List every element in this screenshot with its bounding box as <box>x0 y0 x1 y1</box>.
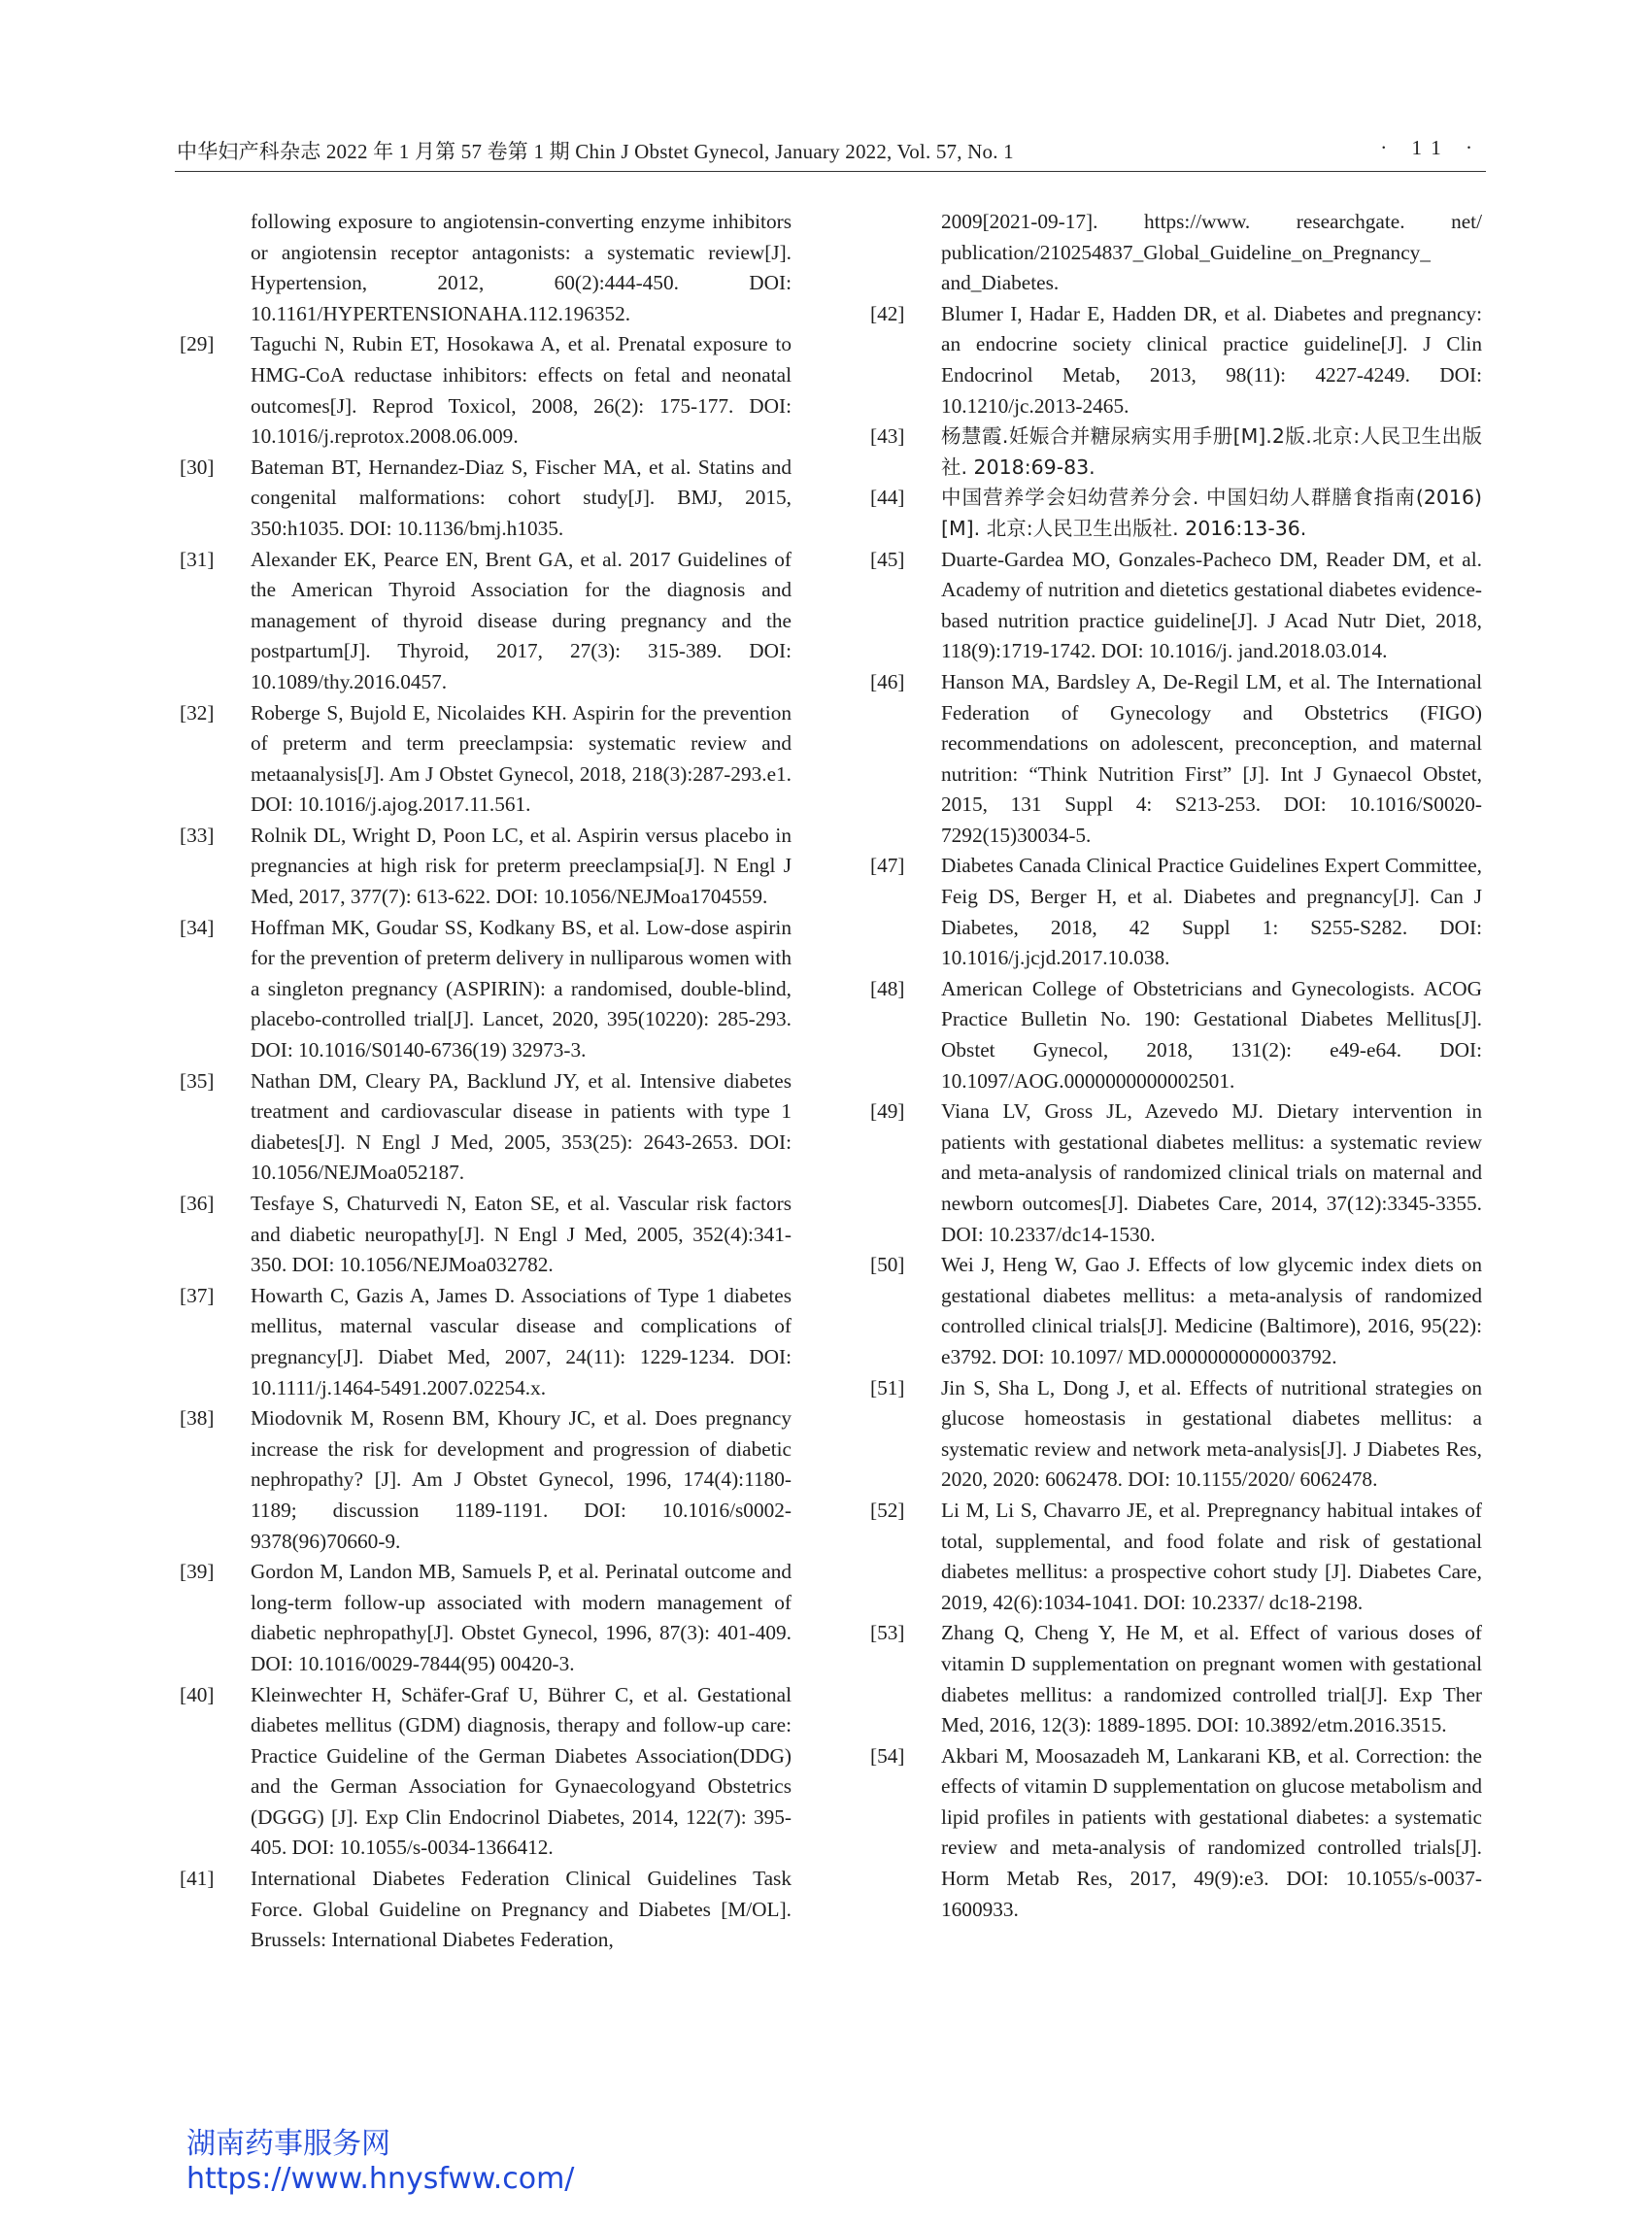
reference-item <box>870 1096 1482 1250</box>
reference-item <box>870 1250 1482 1372</box>
reference-text: Wei J, Heng W, Gao J. Effects of low glycemic index diets on gestational diabetes mellitus: a meta-analysis of randomized controlled clinical trials[J]. Medicine (Baltimore), 2016, 95(22): e3792. DOI: 10.1097/ MD.0000000000003792. <box>941 1253 1482 1368</box>
reference-item <box>180 821 792 913</box>
reference-item <box>180 698 792 821</box>
reference-item <box>180 545 792 698</box>
reference-text: Tesfaye S, Chaturvedi N, Eaton SE, et al. Vascular risk factors and diabetic neuropathy[J]. N Engl J Med, 2005, 352(4):341-350. DOI: 10.1056/NEJMoa032782. <box>251 1192 792 1277</box>
reference-number: [38] <box>180 1406 215 1431</box>
journal-running-head: 中华妇产科杂志 2022 年 1 月第 57 卷第 1 期 Chin J Obstet Gynecol, January 2022, Vol. 57, No. 1 <box>177 140 1014 163</box>
running-header <box>175 132 1486 172</box>
reference-item <box>180 1403 792 1557</box>
reference-text: Diabetes Canada Clinical Practice Guidelines Expert Committee, Feig DS, Berger H, et al. Diabetes and pregnancy[J]. Can J Diabetes, 2018, 42 Suppl 1: S255-S282. DOI: 10.1016/j.jcjd.2017.10.038. <box>941 854 1482 970</box>
reference-number: [36] <box>180 1192 215 1215</box>
reference-number: [44] <box>870 486 905 510</box>
reference-number: [47] <box>870 854 905 878</box>
reference-number: [42] <box>870 301 905 325</box>
reference-item <box>870 1741 1482 1926</box>
watermark-url[interactable]: https://www.hnysfww.com/ <box>186 2162 575 2196</box>
reference-text: Gordon M, Landon MB, Samuels P, et al. Perinatal outcome and long-term follow-up associated with modern management of diabetic nephropathy[J]. Obstet Gynecol, 1996, 87(3): 401-409. DOI: 10.1016/0029-7844(95) 00420-3. <box>251 1560 792 1675</box>
reference-item <box>180 1680 792 1865</box>
reference-number: [37] <box>180 1283 215 1307</box>
reference-number: [32] <box>180 700 215 725</box>
reference-text: American College of Obstetricians and Gynecologists. ACOG Practice Bulletin No. 190: Gestational Diabetes Mellitus[J]. Obstet Gynecol, 2018, 131(2): e49-e64. DOI: 10.1097/AOG.0000000000002501. <box>941 976 1482 1093</box>
reference-text: Duarte-Gardea MO, Gonzales-Pacheco DM, Reader DM, et al. Academy of nutrition and dietetics gestational diabetes evidence-based nutrition practice guideline[J]. J Acad Nutr Diet, 2018, 118(9):1719-1742. DOI: 10.1016/j. jand.2018.03.014. <box>941 547 1482 663</box>
reference-number: [48] <box>870 976 905 1000</box>
reference-continuation: following exposure to angiotensin-converting enzyme inhibitors or angiotensin receptor antagonists: a systematic review[J]. Hypertension, 2012, 60(2):444-450. DOI: 10.1161/HYPERTENSIONAHA.112.196352. <box>251 210 792 325</box>
reference-number: [53] <box>870 1621 905 1645</box>
reference-number: [30] <box>180 455 215 479</box>
reference-item <box>870 483 1482 544</box>
reference-number: [43] <box>870 424 905 449</box>
reference-item <box>180 329 792 452</box>
reference-item <box>180 1864 792 1956</box>
reference-number: [45] <box>870 547 905 571</box>
reference-text: Miodovnik M, Rosenn BM, Khoury JC, et al. Does pregnancy increase the risk for development and progression of diabetic nephropathy? [J]. Am J Obstet Gynecol, 1996, 174(4):1180-1189; discussion 1189-1191. DOI: 10.1016/s0002-9378(96)70660-9. <box>251 1406 792 1553</box>
reference-number: [29] <box>180 332 215 356</box>
reference-number: [46] <box>870 669 905 693</box>
reference-text: Taguchi N, Rubin ET, Hosokawa A, et al. Prenatal exposure to HMG-CoA reductase inhibitors: effects on fetal and neonatal outcomes[J]. Reprod Toxicol, 2008, 26(2): 175-177. DOI: 10.1016/j.reprotox.2008.06.009. <box>251 332 792 449</box>
reference-text: Hoffman MK, Goudar SS, Kodkany BS, et al. Low-dose aspirin for the prevention of preterm delivery in nulliparous women with a singleton pregnancy (ASPIRIN): a randomised, double-blind, placebo-controlled trial[J]. Lancet, 2020, 395(10220): 285-293. DOI: 10.1016/S0140-6736(19) 32973-3. <box>251 915 792 1062</box>
reference-text: Alexander EK, Pearce EN, Brent GA, et al. 2017 Guidelines of the American Thyroid Association for the diagnosis and management of thyroid disease during pregnancy and the postpartum[J]. Thyroid, 2017, 27(3): 315-389. DOI: 10.1089/thy.2016.0457. <box>251 547 792 693</box>
reference-item <box>870 545 1482 667</box>
reference-item <box>870 974 1482 1096</box>
reference-item <box>870 1373 1482 1496</box>
reference-item <box>870 1618 1482 1740</box>
reference-text: Bateman BT, Hernandez-Diaz S, Fischer MA, et al. Statins and congenital malformations: cohort study[J]. BMJ, 2015, 350:h1035. DOI: 10.1136/bmj.h1035. <box>251 455 792 540</box>
reference-number: [40] <box>180 1682 215 1706</box>
reference-text: Jin S, Sha L, Dong J, et al. Effects of nutritional strategies on glucose homeostasis in gestational diabetes mellitus: a systematic review and network meta-analysis[J]. J Diabetes Res, 2020, 2020: 6062478. DOI: 10.1155/2020/ 6062478. <box>941 1375 1482 1492</box>
watermark <box>186 2127 574 2197</box>
reference-item <box>180 1281 792 1403</box>
page-number: · 11 · <box>1380 136 1482 159</box>
reference-item <box>180 1189 792 1281</box>
reference-number: [52] <box>870 1498 905 1522</box>
reference-text: Viana LV, Gross JL, Azevedo MJ. Dietary intervention in patients with gestational diabetes mellitus: a systematic review and meta-analysis of randomized clinical trials on maternal and newborn outcomes[J]. Diabetes Care, 2014, 37(12):3345-3355. DOI: 10.2337/dc14-1530. <box>941 1099 1482 1246</box>
reference-item <box>180 913 792 1066</box>
reference-list-left <box>180 329 792 1955</box>
reference-item <box>180 453 792 545</box>
watermark-site-name: 湖南药事服务网 <box>186 2127 390 2161</box>
reference-list-right <box>870 299 1482 1925</box>
reference-text: Zhang Q, Cheng Y, He M, et al. Effect of various doses of vitamin D supplementation on pregnant women with gestational diabetes mellitus: a randomized controlled trial[J]. Exp Ther Med, 2016, 12(3): 1889-1895. DOI: 10.3892/etm.2016.3515. <box>941 1621 1482 1737</box>
reference-number: [35] <box>180 1068 215 1093</box>
reference-column-right <box>870 207 1482 1925</box>
reference-text: Hanson MA, Bardsley A, De-Regil LM, et al. The International Federation of Gynecology and Obstetrics (FIGO) recommendations on adolescent, preconception, and maternal nutrition: “Think Nutrition First” [J]. Int J Gynaecol Obstet, 2015, 131 Suppl 4: S213-253. DOI: 10.1016/S0020-7292(15)30034-5. <box>941 669 1482 847</box>
reference-number: [34] <box>180 915 215 939</box>
reference-number: [54] <box>870 1743 905 1768</box>
reference-text: Rolnik DL, Wright D, Poon LC, et al. Aspirin versus placebo in pregnancies at high risk for preterm preeclampsia[J]. N Engl J Med, 2017, 377(7): 613-622. DOI: 10.1056/NEJMoa1704559. <box>251 823 792 909</box>
reference-item <box>180 1066 792 1189</box>
reference-continuation: 2009[2021-09-17]. https://www. researchgate. net/ publication/210254837_Global_Guideline_on_Pregnancy_ and_Diabetes. <box>941 210 1482 295</box>
reference-number: [39] <box>180 1560 215 1584</box>
reference-item <box>870 667 1482 852</box>
reference-column-left <box>180 207 792 1956</box>
reference-number: [49] <box>870 1099 905 1124</box>
reference-text: Akbari M, Moosazadeh M, Lankarani KB, et al. Correction: the effects of vitamin D supplementation on glucose metabolism and lipid profiles in patients with gestational diabetes: a systematic review and meta-analysis of randomized controlled trials[J]. Horm Metab Res, 2017, 49(9):e3. DOI: 10.1055/s-0037-1600933. <box>941 1743 1482 1921</box>
reference-number: [33] <box>180 823 215 847</box>
reference-text: 杨慧霞.妊娠合并糖尿病实用手册[M].2版.北京:人民卫生出版社. 2018:69-83. <box>941 424 1482 479</box>
reference-number: [50] <box>870 1253 905 1277</box>
reference-text: Li M, Li S, Chavarro JE, et al. Prepregnancy habitual intakes of total, supplemental, and food folate and risk of gestational diabetes mellitus: a prospective cohort study [J]. Diabetes Care, 2019, 42(6):1034-1041. DOI: 10.2337/ dc18-2198. <box>941 1498 1482 1614</box>
reference-number: [41] <box>180 1867 215 1891</box>
reference-number: [31] <box>180 547 215 571</box>
reference-text: International Diabetes Federation Clinical Guidelines Task Force. Global Guideline on Pregnancy and Diabetes [M/OL]. Brussels: International Diabetes Federation, <box>251 1867 792 1952</box>
reference-text: 中国营养学会妇幼营养分会. 中国妇幼人群膳食指南(2016)[M]. 北京:人民卫生出版社. 2016:13-36. <box>941 486 1482 540</box>
reference-text: Blumer I, Hadar E, Hadden DR, et al. Diabetes and pregnancy: an endocrine society clinical practice guideline[J]. J Clin Endocrinol Metab, 2013, 98(11): 4227-4249. DOI: 10.1210/jc.2013-2465. <box>941 301 1482 418</box>
reference-text: Nathan DM, Cleary PA, Backlund JY, et al. Intensive diabetes treatment and cardiovascular disease in patients with type 1 diabetes[J]. N Engl J Med, 2005, 353(25): 2643-2653. DOI: 10.1056/NEJMoa052187. <box>251 1068 792 1185</box>
reference-item <box>870 851 1482 973</box>
reference-text: Roberge S, Bujold E, Nicolaides KH. Aspirin for the prevention of preterm and term preeclampsia: systematic review and metaanalysis[J]. Am J Obstet Gynecol, 2018, 218(3):287-293.e1. DOI: 10.1016/j.ajog.2017.11.561. <box>251 700 792 817</box>
reference-item <box>870 421 1482 483</box>
reference-item <box>870 299 1482 421</box>
reference-item <box>870 1496 1482 1618</box>
reference-item <box>180 1557 792 1679</box>
reference-text: Howarth C, Gazis A, James D. Associations of Type 1 diabetes mellitus, maternal vascular disease and complications of pregnancy[J]. Diabet Med, 2007, 24(11): 1229-1234. DOI: 10.1111/j.1464-5491.2007.02254.x. <box>251 1283 792 1399</box>
reference-text: Kleinwechter H, Schäfer-Graf U, Bührer C, et al. Gestational diabetes mellitus (GDM) diagnosis, therapy and follow-up care: Practice Guideline of the German Diabetes Association(DDG) and the German Association for Gynaecologyand Obstetrics (DGGG) [J]. Exp Clin Endocrinol Diabetes, 2014, 122(7): 395-405. DOI: 10.1055/s-0034-1366412. <box>251 1682 792 1860</box>
reference-number: [51] <box>870 1375 905 1399</box>
